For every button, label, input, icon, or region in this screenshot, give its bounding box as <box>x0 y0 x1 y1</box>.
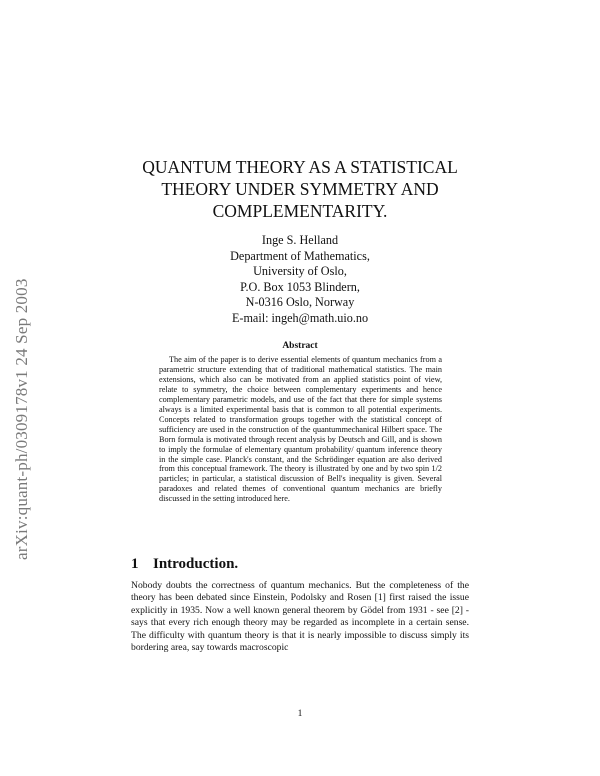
paper-title: QUANTUM THEORY AS A STATISTICAL THEORY UNDER SYMMETRY AND COMPLEMENTARITY. <box>142 157 458 221</box>
section-heading <box>131 556 471 573</box>
author-email[interactable]: E-mail: ingeh@math.uio.no <box>231 310 369 325</box>
abstract-text: The aim of the paper is to derive essential elements of quantum mechanics from a parametric structure extending that of traditional mathematical statistics. The main extensions, which also can be motivated from an applied statistics point of view, relate to symmetry, the choice between complementary experiments and hence complementary parametric models, and use of the fact that there for simple systems always is a limited experimental basis that is common to all potential experiments. Concepts related to transformation groups together with the statistical concept of sufficiency are used in the construction of the quantummechanical Hilbert space. The Born formula is motivated through recent analysis by Deutsch and Gill, and is shown to imply the formulae of elementary quantum probability/ quantum inference theory in the simple case. Planck's constant, and the Schrödinger equation are also derived from this conceptual framework. The theory is illustrated by one and by two spin 1/2 particles; in particular, a statistical discussion of Bell's inequality is given. Several paradoxes and related themes of conventional quantum mechanics are briefly discussed in the setting introduced here. <box>159 355 442 504</box>
abstract-body <box>159 355 442 504</box>
author-name: Inge S. Helland <box>261 233 339 247</box>
section-body <box>131 580 469 655</box>
author-city: N-0316 Oslo, Norway <box>245 295 355 310</box>
author-po-box: P.O. Box 1053 Blindern, <box>240 279 360 294</box>
section-title: Introduction. <box>153 556 239 572</box>
author-block <box>190 233 410 327</box>
section-number: 1 <box>131 556 139 572</box>
author-university: University of Oslo, <box>253 264 347 279</box>
arxiv-identifier-stamp[interactable]: arXiv:quant-ph/0309178v1 24 Sep 2003 <box>12 278 31 560</box>
section-paragraph: Nobody doubts the correctness of quantum mechanics. But the completeness of the theory has been debated since Einstein, Podolsky and Rosen [1] first raised the issue explicitly in 1935. Now a well known general theorem by Gödel from 1931 - see [2] - says that every rich enough theory may be regarded as incomplete in a certain sense. The difficulty with quantum theory is that it is nearly impossible to discuss simply its bordering area, say towards macroscopic <box>131 580 469 654</box>
abstract-heading: Abstract <box>282 341 318 351</box>
page-number: 1 <box>297 709 303 719</box>
author-department: Department of Mathematics, <box>230 248 370 263</box>
